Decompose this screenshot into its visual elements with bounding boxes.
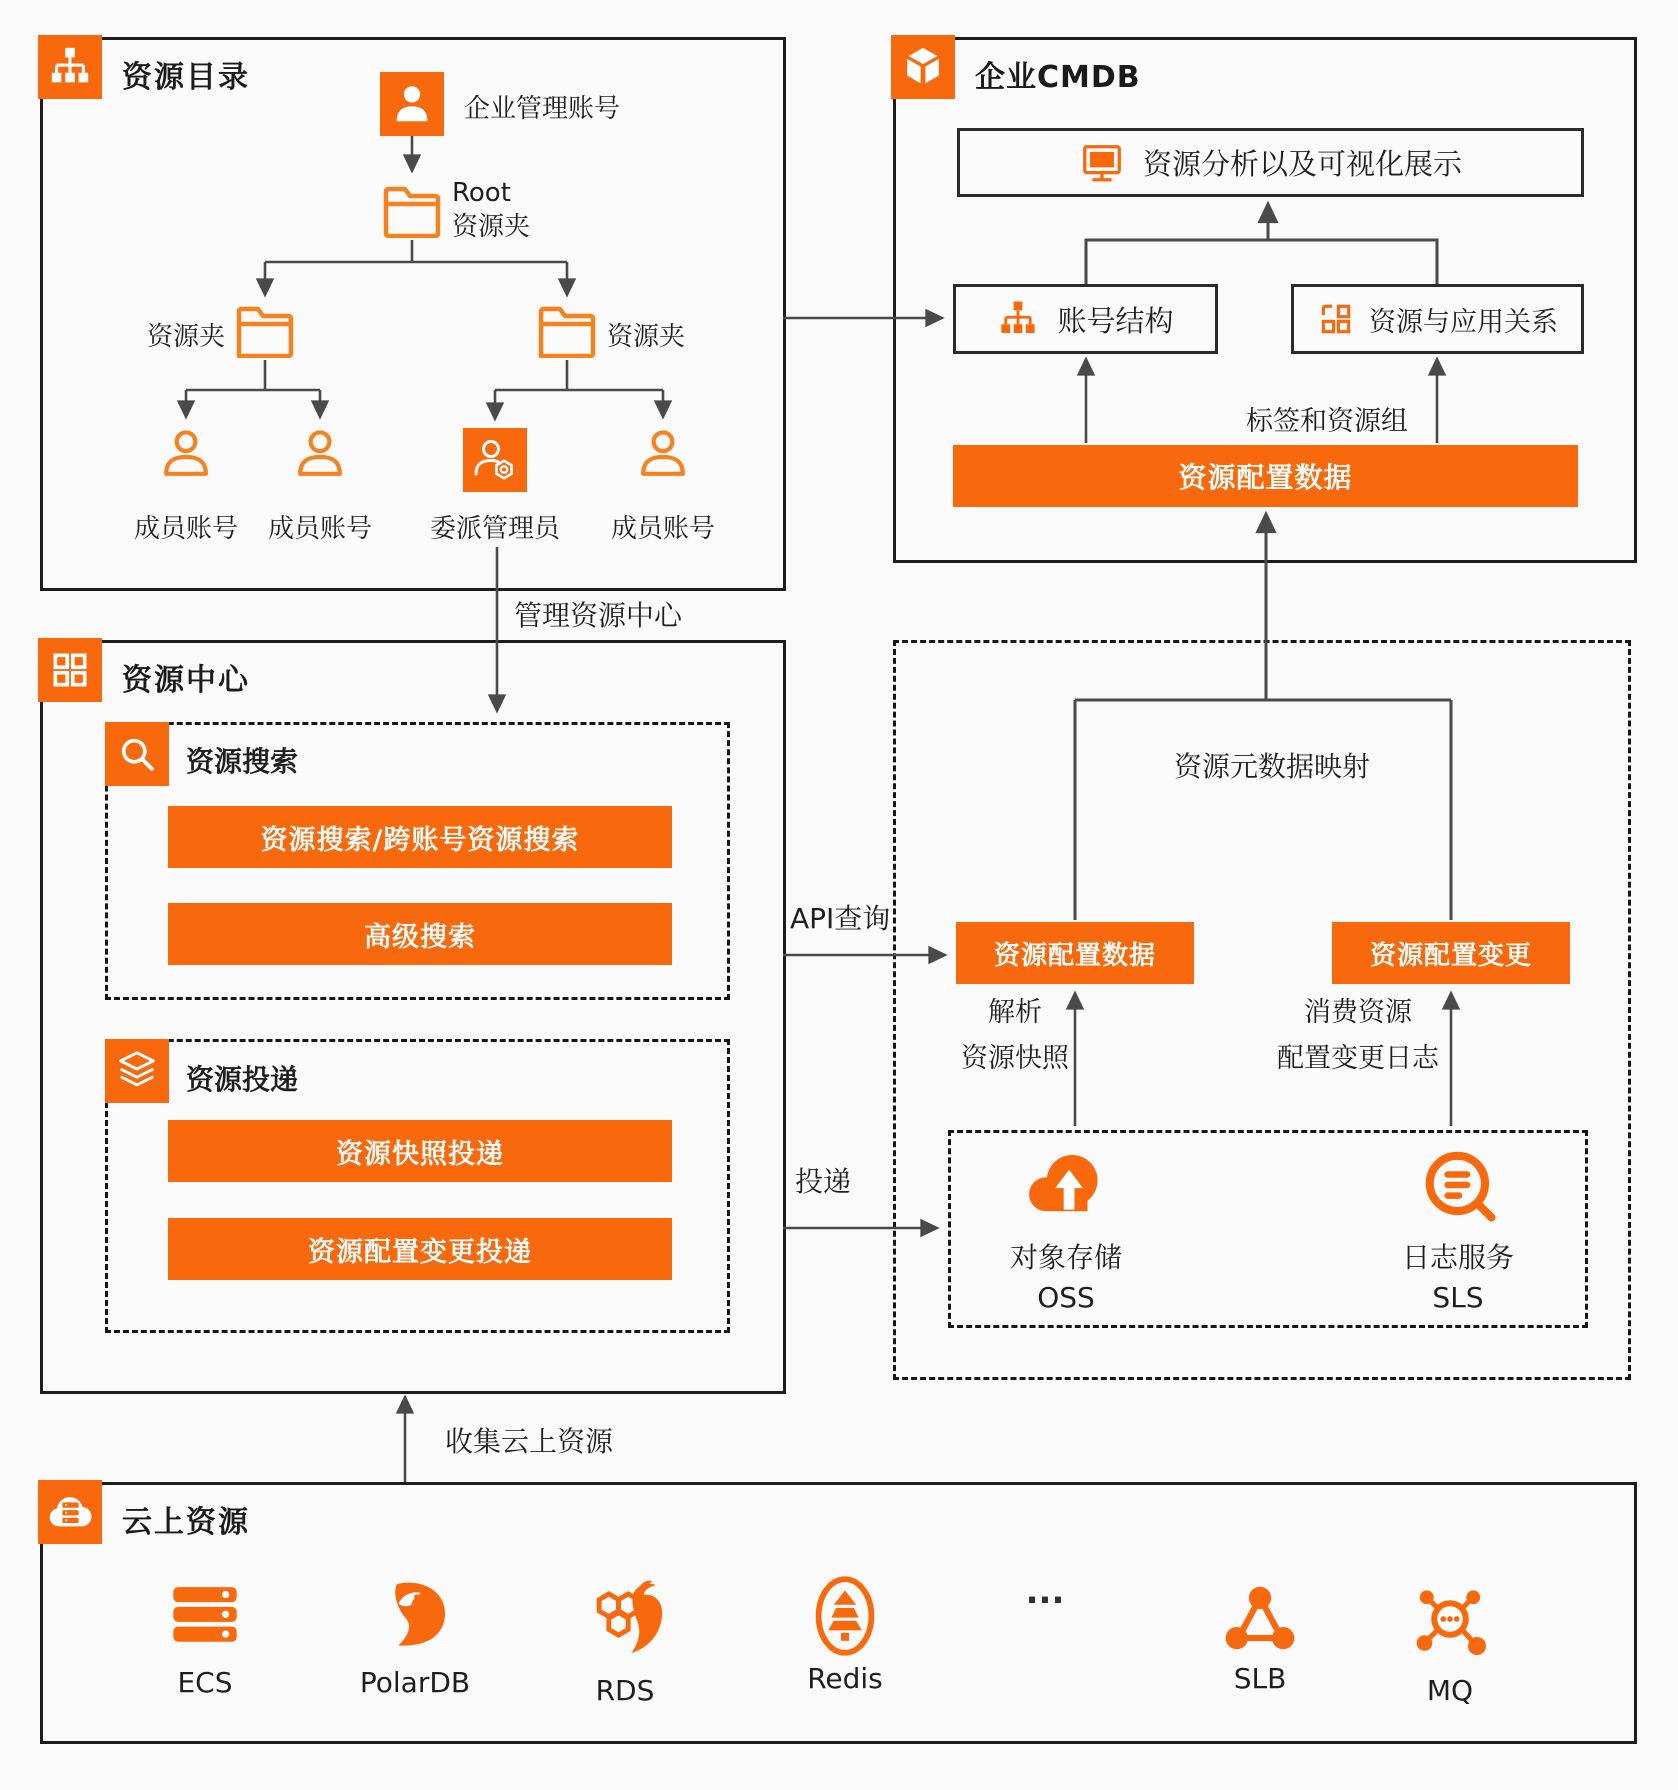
enterprise-admin-label: 企业管理账号 bbox=[464, 94, 621, 124]
metadata-mapping-label: 资源元数据映射 bbox=[1173, 750, 1370, 783]
folder-left-icon bbox=[235, 304, 295, 358]
org-chart-icon bbox=[997, 298, 1039, 340]
member-account-label: 成员账号 bbox=[610, 514, 715, 544]
advanced-search-bar: 高级搜索 bbox=[168, 903, 672, 965]
snapshot-delivery-bar: 资源快照投递 bbox=[168, 1120, 672, 1182]
sls-icon bbox=[1420, 1146, 1498, 1224]
collect-edge-label: 收集云上资源 bbox=[445, 1425, 614, 1458]
grid-icon bbox=[38, 638, 102, 702]
search-icon bbox=[105, 722, 169, 786]
grid-squares-icon bbox=[1317, 300, 1355, 338]
account-structure-node bbox=[953, 284, 1218, 354]
folder-right-icon bbox=[537, 304, 597, 358]
org-chart-icon bbox=[38, 35, 102, 99]
cloud-server-icon bbox=[38, 1480, 102, 1544]
org-chart-icon bbox=[47, 44, 93, 90]
polardb-icon bbox=[379, 1576, 451, 1652]
config-change-delivery-bar: 资源配置变更投递 bbox=[168, 1218, 672, 1280]
redis-icon bbox=[813, 1574, 877, 1658]
service-label: Redis bbox=[807, 1662, 883, 1695]
ecs-icon bbox=[167, 1576, 243, 1652]
resource-search-title: 资源搜索 bbox=[186, 745, 299, 778]
service-label: ECS bbox=[177, 1666, 233, 1699]
resource-directory-title: 资源目录 bbox=[122, 60, 250, 95]
resource-center-title: 资源中心 bbox=[122, 663, 250, 698]
folder-right-label: 资源夹 bbox=[607, 322, 686, 352]
sls-label: 日志服务 SLS bbox=[1401, 1241, 1514, 1314]
rds-icon bbox=[583, 1578, 667, 1660]
tags-groups-label: 标签和资源组 bbox=[1246, 406, 1408, 437]
resource-app-relation-node bbox=[1291, 284, 1584, 354]
mapping-config-change-node: 资源配置变更 bbox=[1332, 922, 1570, 984]
cmdb-config-data-bar: 资源配置数据 bbox=[953, 445, 1578, 507]
ellipsis-label: ... bbox=[1025, 1572, 1065, 1612]
root-folder-icon bbox=[382, 184, 442, 238]
root-folder-label: Root 资源夹 bbox=[452, 178, 531, 242]
api-query-label: API查询 bbox=[790, 902, 891, 935]
enterprise-admin-icon bbox=[380, 72, 444, 136]
delegated-admin-label: 委派管理员 bbox=[429, 514, 560, 544]
service-label: SLB bbox=[1233, 1662, 1287, 1695]
service-label: RDS bbox=[595, 1674, 655, 1707]
account-structure-label: 账号结构 bbox=[1057, 303, 1174, 338]
oss-icon bbox=[1026, 1146, 1106, 1224]
folder-left-label: 资源夹 bbox=[146, 322, 225, 352]
consume-log-label: 消费资源 配置变更日志 bbox=[1277, 997, 1439, 1074]
member-account-label: 成员账号 bbox=[267, 514, 372, 544]
cross-account-search-bar: 资源搜索/跨账号资源搜索 bbox=[168, 806, 672, 868]
parse-snapshot-label: 解析 资源快照 bbox=[961, 997, 1069, 1074]
slb-icon bbox=[1222, 1584, 1298, 1652]
service-label: MQ bbox=[1426, 1674, 1474, 1707]
cmdb-title: 企业CMDB bbox=[975, 60, 1141, 95]
mq-icon bbox=[1414, 1586, 1486, 1658]
analysis-label: 资源分析以及可视化展示 bbox=[1142, 147, 1462, 181]
member-account-icon bbox=[158, 426, 214, 482]
monitor-icon bbox=[1079, 140, 1125, 186]
cube-icon bbox=[891, 35, 955, 99]
oss-label: 对象存储 OSS bbox=[1009, 1241, 1122, 1314]
resource-delivery-title: 资源投递 bbox=[186, 1063, 299, 1096]
mapping-config-data-node: 资源配置数据 bbox=[956, 922, 1194, 984]
delegated-admin-icon bbox=[463, 428, 527, 492]
cloud-resources-title: 云上资源 bbox=[122, 1505, 250, 1540]
service-label: PolarDB bbox=[359, 1666, 471, 1699]
resource-app-relation-label: 资源与应用关系 bbox=[1369, 306, 1558, 338]
analysis-node bbox=[957, 128, 1584, 197]
member-account-label: 成员账号 bbox=[133, 514, 238, 544]
manage-center-edge-label: 管理资源中心 bbox=[514, 599, 683, 632]
delivery-edge-label: 投递 bbox=[795, 1165, 852, 1198]
member-account-icon bbox=[292, 426, 348, 482]
layers-icon bbox=[105, 1039, 169, 1103]
member-account-icon bbox=[635, 426, 691, 482]
